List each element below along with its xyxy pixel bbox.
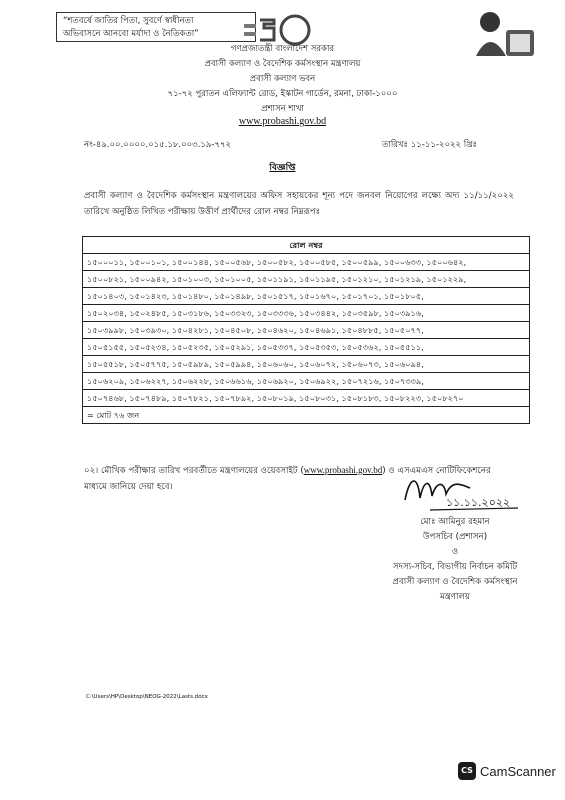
signatory-role: সদস্য-সচিব, বিভাগীয় নির্বাচন কমিটি	[392, 562, 518, 572]
table-row: ১৫০০৮২১, ১৫০০৯৪২, ১৫০১০০৩, ১৫০১০০৫, ১৫০১১৯১, ১৫০১১৯৫, ১৫০১২১০, ১৫০১২১৯, ১৫০১২২৯,	[83, 271, 530, 288]
table-row: ১৫০০০১১, ১৫০০১০১, ১৫০০১৪৪, ১৫০০৫৬৮, ১৫০০৫৮২, ১৫০০৫৮৫, ১৫০০৫৯৯, ১৫০০৬৩৩, ১৫০০৬৪২,	[83, 254, 530, 271]
header-building: প্রবাসী কল্যাণ ভবন	[249, 74, 316, 84]
signatory-name: মোঃ আমিনুর রহমান	[420, 517, 490, 527]
signatory-org: প্রবাসী কল্যাণ ও বৈদেশিক কর্মসংস্থান মন্ত্রণালয়	[392, 577, 518, 602]
table-row: ১৫০৬২০৯, ১৫০৬২২৭, ১৫০৬২২৮, ১৫০৬৬১৬, ১৫০৬৯২০, ১৫০৬৯২২, ১৫০৭২১৬, ১৫০৭৩৩৯,	[83, 373, 530, 390]
signature-block	[380, 515, 530, 605]
signatory-designation: উপসচিব (প্রশাসন)	[422, 532, 488, 542]
table-row: ১৫০৫১৫৫, ১৫০৫২৩৪, ১৫০৫২৩৫, ১৫০৫২৯১, ১৫০৫৩৩৭, ১৫০৫৩৫৩, ১৫০৫৩৬২, ১৫০৫৫১১,	[83, 339, 530, 356]
roll-number-table	[82, 236, 530, 424]
notice-date: তারিখঃ ১১-১১-২০২২ খ্রিঃ	[382, 140, 478, 150]
camscanner-watermark	[458, 762, 556, 780]
reference-number: নং-৪৯.০০.০০০০.০১৫.১৮.০০৩.১৯-৭৭২	[84, 140, 232, 150]
notice-paragraph: প্রবাসী কল্যাণ ও বৈদেশিক কর্মসংস্থান মন্ত্রণালয়ের অফিস সহায়কের শূন্য পদে জনবল নিয়োগের লক্ষ্যে অদ্য ১১/১১/২০২২ তারিখে অনুষ্ঠিত লিখিত পরীক্ষায় উত্তীর্ণ প্রার্থীদের রোল নম্বর নিম্নরূপঃ	[84, 191, 514, 217]
camscanner-text: CamScanner	[480, 763, 556, 779]
header-ministry: প্রবাসী কল্যাণ ও বৈদেশিক কর্মসংস্থান মন্ত্রণালয়	[204, 59, 361, 69]
table-row: ১৫০১৪০৩, ১৫০১৪২৩, ১৫০১৪৮০, ১৫০১৪৯৮, ১৫০১৫১৭, ১৫০১৬৭০, ১৫০১৭০১, ১৫০১৮০৫,	[83, 288, 530, 305]
roll-table-total: = মোট ৭৬ জন	[83, 407, 530, 424]
header-gov: গণপ্রজাতন্ত্রী বাংলাদেশ সরকার	[230, 44, 335, 54]
slogan-box	[56, 12, 256, 42]
note-website-link[interactable]: www.probashi.gov.bd	[303, 465, 383, 475]
handwritten-signature	[400, 470, 520, 515]
note-text-before: ০২। মৌখিক পরীক্ষার তারিখ পরবর্তীতে মন্ত্রণালয়ের ওয়েবসাইট (	[84, 466, 304, 476]
signatory-and: ও	[451, 547, 459, 557]
camscanner-logo-icon: CS	[458, 762, 476, 780]
header-address: ৭১-৭২ পুরাতন এলিফ্যান্ট রোড, ইস্কাটন গার্ডেন, রমনা, ঢাকা-১০০০	[167, 89, 398, 99]
slogan-line-1: “শতবর্ষে জাতির পিতা, সুবর্ণে স্বাধীনতা	[63, 16, 194, 26]
roll-table-header: রোল নম্বর	[83, 237, 530, 254]
table-row: ১৫০৭৪৬৮, ১৫০৭৪৮৯, ১৫০৭৮২১, ১৫০৭৮৯২, ১৫০৮০১৯, ১৫০৮০৩১, ১৫০৮১৮৩, ১৫০৮২২৩, ১৫০৮২৭০	[83, 390, 530, 407]
table-row: ১৫০৫৫১৮, ১৫০৫৭৭৫, ১৫০৫৯৮৯, ১৫০৫৯৯৪, ১৫০৬০৬০, ১৫০৬০৭২, ১৫০৬০৭৩, ১৫০৬০৯৪,	[83, 356, 530, 373]
slogan-line-2: অভিবাসনে আনবো মর্যাদা ও নৈতিকতা”	[63, 29, 199, 39]
note-text-after: ) ও এসএমএস নোটিফিকেশনের মাধ্যমে জানিয়ে দেয়া হবে।	[84, 466, 491, 492]
file-path: C:\Users\HP\Desktop\NEOG-2022\Lasts.docx	[86, 694, 208, 700]
table-row: ১৫০২০৩৪, ১৫০২৪৮৫, ১৫০৩১৮৬, ১৫০৩৩২৩, ১৫০৩৩৩৬, ১৫০৩৪৪২, ১৫০৩৫৯৮, ১৫০৩৯১৬,	[83, 305, 530, 322]
table-row: ১৫০৩৯৯৮, ১৫০৩৯৩০, ১৫০৪২৮১, ১৫০৪৫০৮, ১৫০৪৬২০, ১৫০৪৬৯১, ১৫০৪৮৮৫, ১৫০৫০৭৭,	[83, 322, 530, 339]
header-website-link[interactable]: www.probashi.gov.bd	[238, 116, 327, 127]
header-branch: প্রশাসন শাখা	[261, 104, 304, 114]
notice-title: বিজ্ঞপ্তি	[269, 163, 296, 173]
signature-date: ১১.১১.২০২২	[446, 496, 511, 509]
